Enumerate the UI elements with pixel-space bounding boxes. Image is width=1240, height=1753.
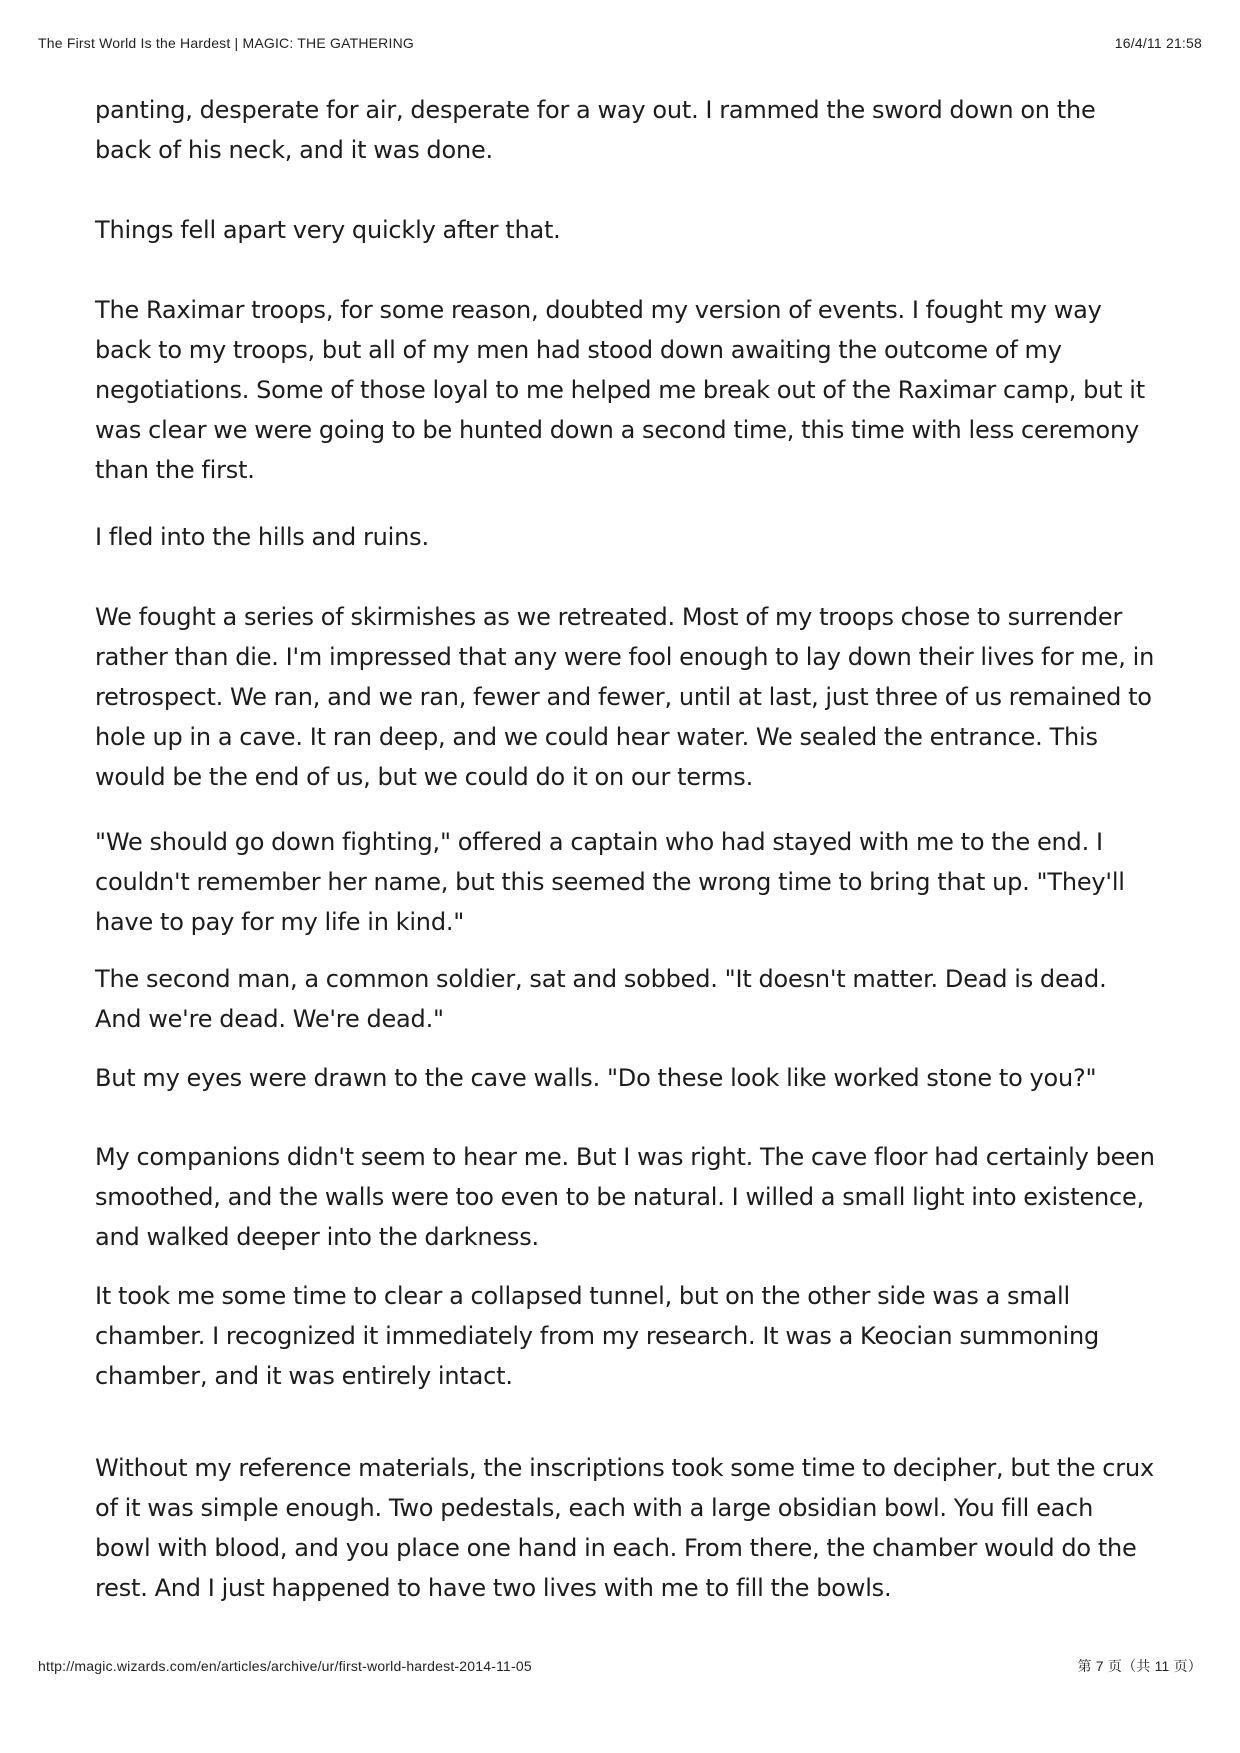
paragraph: "We should go down fighting," offered a captain who had stayed with me to the end. I couldn't remember her name, but this seemed the wrong time to bring that up. "They'll have to pay for my life in kind." bbox=[95, 828, 1125, 936]
document-title: The First World Is the Hardest | MAGIC: THE GATHERING bbox=[38, 35, 414, 51]
page-footer bbox=[38, 1656, 1202, 1676]
page-indicator: 第 7 页（共 11 页） bbox=[1077, 1658, 1202, 1674]
paragraph: But my eyes were drawn to the cave walls. "Do these look like worked stone to you?" bbox=[95, 1064, 1097, 1092]
page-header bbox=[38, 35, 1202, 51]
paragraph: We fought a series of skirmishes as we retreated. Most of my troops chose to surrender rather than die. I'm impressed that any were fool enough to lay down their lives for me, in retrospect. We ran, and we ran, fewer and fewer, until at last, just three of us remained to hole up in a cave. It ran deep, and we could hear water. We sealed the entrance. This would be the end of us, but we could do it on our terms. bbox=[95, 603, 1155, 791]
print-datetime: 16/4/11 21:58 bbox=[1114, 35, 1202, 51]
paragraph: It took me some time to clear a collapsed tunnel, but on the other side was a small chamber. I recognized it immediately from my research. It was a Keocian summoning chamber, and it was entirely intact. bbox=[95, 1282, 1100, 1390]
paragraph: The Raximar troops, for some reason, doubted my version of events. I fought my way back to my troops, but all of my men had stood down awaiting the outcome of my negotiations. Some of those loyal to me helped me break out of the Raximar camp, but it was clear we were going to be hunted down a second time, this time with less ceremony than the first. bbox=[95, 296, 1145, 484]
paragraph: panting, desperate for air, desperate for a way out. I rammed the sword down on the back of his neck, and it was done. bbox=[95, 96, 1096, 164]
paragraph: Things fell apart very quickly after that. bbox=[95, 216, 561, 244]
paragraph: I fled into the hills and ruins. bbox=[95, 523, 429, 551]
paragraph: My companions didn't seem to hear me. But I was right. The cave floor had certainly been smoothed, and the walls were too even to be natural. I willed a small light into existence, and walked deeper into the darkness. bbox=[95, 1143, 1155, 1251]
paragraph: The second man, a common soldier, sat and sobbed. "It doesn't matter. Dead is dead. And we're dead. We're dead." bbox=[95, 965, 1107, 1033]
source-url: http://magic.wizards.com/en/articles/archive/ur/first-world-hardest-2014-11-05 bbox=[38, 1658, 532, 1674]
paragraph: Without my reference materials, the inscriptions took some time to decipher, but the crux of it was simple enough. Two pedestals, each with a large obsidian bowl. You fill each bowl with blood, and you place one hand in each. From there, the chamber would do the rest. And I just happened to have two lives with me to fill the bowls. bbox=[95, 1454, 1154, 1602]
